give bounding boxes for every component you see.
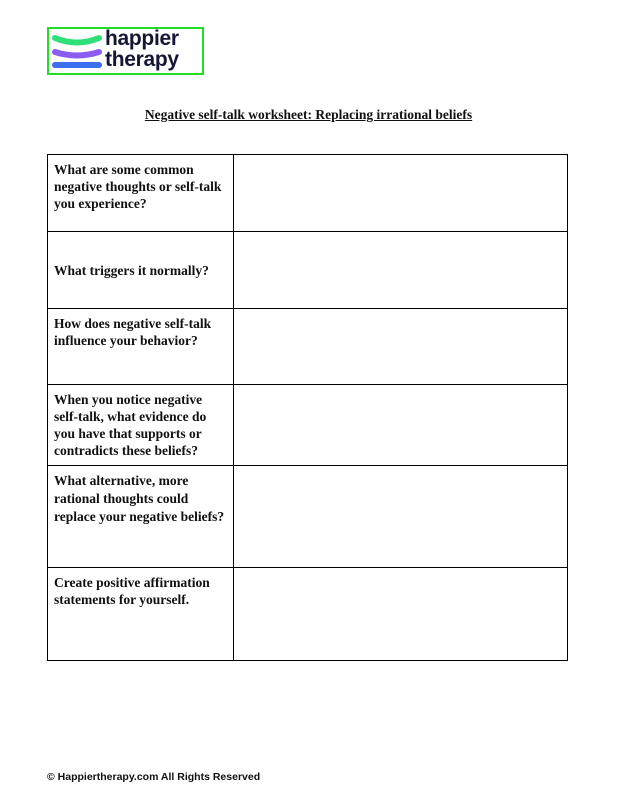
- table-row: [48, 568, 568, 661]
- answer-cell[interactable]: [234, 155, 568, 232]
- question-cell: What triggers it normally?: [48, 232, 234, 309]
- happier-therapy-logo: [47, 27, 204, 75]
- table-row: [48, 309, 568, 385]
- answer-cell[interactable]: [234, 466, 568, 568]
- logo-text-line1: happier: [105, 27, 179, 50]
- question-cell: Create positive affirmation statements for yourself.: [48, 568, 234, 661]
- question-cell: When you notice negative self-talk, what evidence do you have that supports or contradicts these beliefs?: [48, 385, 234, 466]
- answer-cell[interactable]: [234, 232, 568, 309]
- question-cell: What are some common negative thoughts or self-talk you experience?: [48, 155, 234, 232]
- answer-cell[interactable]: [234, 385, 568, 466]
- worksheet-table: [47, 154, 568, 661]
- logo-text-line2: therapy: [105, 48, 179, 71]
- logo-waves-icon: [51, 31, 103, 71]
- table-row: [48, 466, 568, 568]
- question-cell: What alternative, more rational thoughts could replace your negative beliefs?: [48, 466, 234, 568]
- table-row: [48, 385, 568, 466]
- question-cell: How does negative self-talk influence your behavior?: [48, 309, 234, 385]
- copyright-footer: © Happiertherapy.com All Rights Reserved: [47, 771, 261, 783]
- answer-cell[interactable]: [234, 568, 568, 661]
- page-title: Negative self-talk worksheet: Replacing irrational beliefs: [144, 107, 473, 122]
- answer-cell[interactable]: [234, 309, 568, 385]
- table-row: [48, 232, 568, 309]
- table-row: [48, 155, 568, 232]
